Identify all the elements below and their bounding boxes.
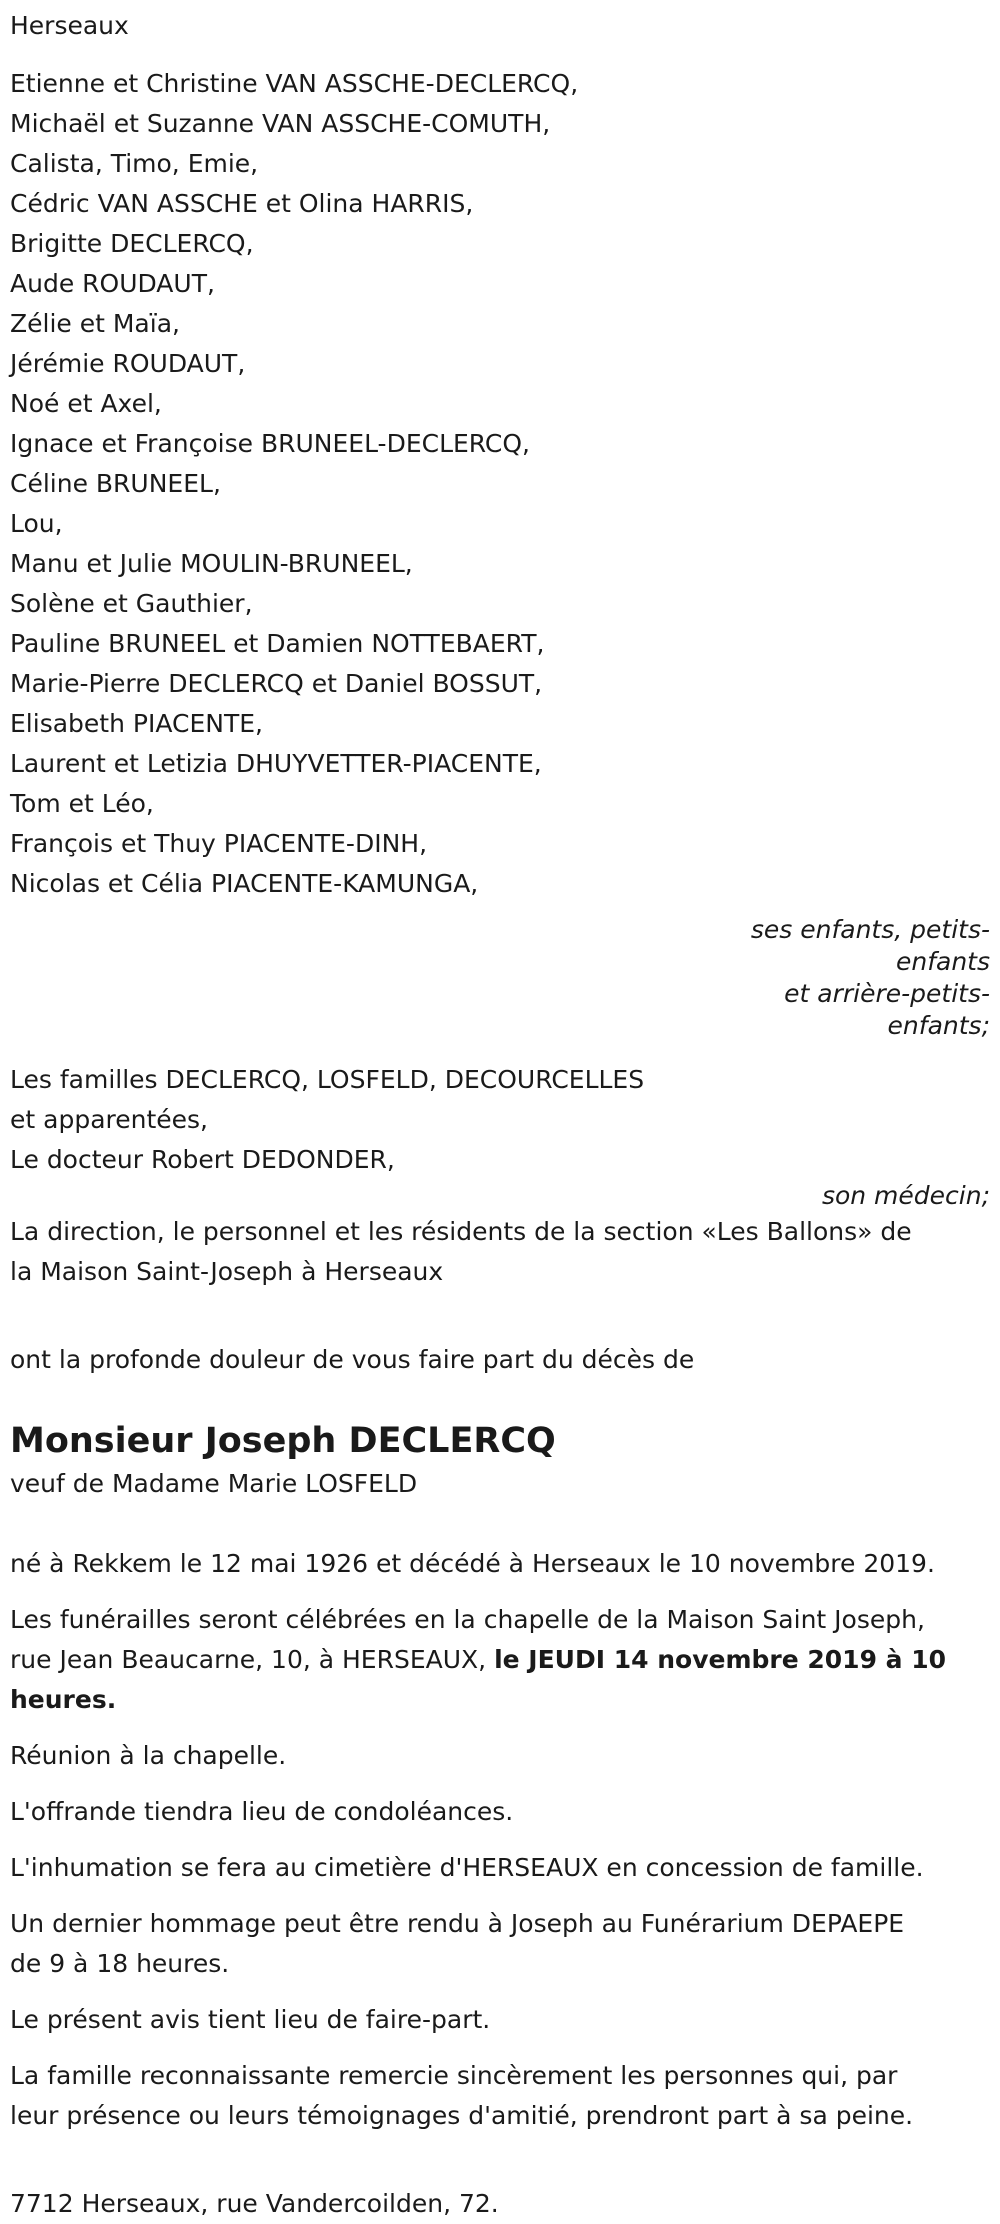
family-member: Nicolas et Célia PIACENTE-KAMUNGA, bbox=[10, 869, 479, 898]
direction-block bbox=[10, 1212, 990, 1292]
family-member: Etienne et Christine VAN ASSCHE-DECLERCQ, bbox=[10, 69, 579, 98]
family-member: Zélie et Maïa, bbox=[10, 309, 180, 338]
funeral-paragraph bbox=[10, 1600, 990, 1720]
birth-death-line: né à Rekkem le 12 mai 1926 et décédé à Herseaux le 10 novembre 2019. bbox=[10, 1549, 935, 1578]
relation-children-line: et arrière-petits- bbox=[784, 979, 990, 1008]
family-member: Calista, Timo, Emie, bbox=[10, 149, 259, 178]
relation-children-line: enfants bbox=[895, 947, 990, 976]
family-member: Laurent et Letizia DHUYVETTER-PIACENTE, bbox=[10, 749, 542, 778]
doctor-line: Le docteur Robert DEDONDER, bbox=[10, 1145, 395, 1174]
thanks-paragraph bbox=[10, 2056, 990, 2136]
address-line: 7712 Herseaux, rue Vandercoilden, 72. bbox=[10, 2189, 499, 2218]
tribute-line: de 9 à 18 heures. bbox=[10, 1949, 230, 1978]
family-member: Pauline BRUNEEL et Damien NOTTEBAERT, bbox=[10, 629, 545, 658]
family-member: Elisabeth PIACENTE, bbox=[10, 709, 263, 738]
direction-line: La direction, le personnel et les résidents de la section «Les Ballons» de bbox=[10, 1217, 912, 1246]
funeral-date-end: heures. bbox=[10, 1685, 117, 1714]
meeting-line: Réunion à la chapelle. bbox=[10, 1741, 287, 1770]
funeral-line: Les funérailles seront célébrées en la chapelle de la Maison Saint Joseph, bbox=[10, 1605, 925, 1634]
family-member: Solène et Gauthier, bbox=[10, 589, 253, 618]
families-line: Les familles DECLERCQ, LOSFELD, DECOURCELLES bbox=[10, 1065, 645, 1094]
relation-children-line: ses enfants, petits- bbox=[750, 915, 990, 944]
relation-children-line: enfants; bbox=[887, 1011, 990, 1040]
family-member: Brigitte DECLERCQ, bbox=[10, 229, 254, 258]
widower-line: veuf de Madame Marie LOSFELD bbox=[10, 1469, 418, 1498]
families-line: et apparentées, bbox=[10, 1105, 208, 1134]
funeral-line bbox=[10, 1640, 990, 1680]
family-list bbox=[10, 64, 990, 904]
family-member: Tom et Léo, bbox=[10, 789, 154, 818]
family-member: François et Thuy PIACENTE-DINH, bbox=[10, 829, 428, 858]
family-member: Noé et Axel, bbox=[10, 389, 162, 418]
family-member: Ignace et Françoise BRUNEEL-DECLERCQ, bbox=[10, 429, 531, 458]
funeral-date: le JEUDI 14 novembre 2019 à 10 bbox=[494, 1645, 947, 1674]
funeral-address: rue Jean Beaucarne, 10, à HERSEAUX, bbox=[10, 1645, 495, 1674]
family-member: Aude ROUDAUT, bbox=[10, 269, 215, 298]
family-member: Marie-Pierre DECLERCQ et Daniel BOSSUT, bbox=[10, 669, 543, 698]
family-member: Lou, bbox=[10, 509, 63, 538]
family-member: Jérémie ROUDAUT, bbox=[10, 349, 246, 378]
thanks-line: leur présence ou leurs témoignages d'amitié, prendront part à sa peine. bbox=[10, 2101, 914, 2130]
family-member: Céline BRUNEEL, bbox=[10, 469, 221, 498]
family-member: Cédric VAN ASSCHE et Olina HARRIS, bbox=[10, 189, 474, 218]
family-member: Manu et Julie MOULIN-BRUNEEL, bbox=[10, 549, 413, 578]
burial-line: L'inhumation se fera au cimetière d'HERSEAUX en concession de famille. bbox=[10, 1853, 924, 1882]
offering-line: L'offrande tiendra lieu de condoléances. bbox=[10, 1797, 514, 1826]
place-heading: Herseaux bbox=[10, 11, 129, 40]
deceased-name: Monsieur Joseph DECLERCQ bbox=[10, 1421, 556, 1461]
notice-line: Le présent avis tient lieu de faire-part. bbox=[10, 2005, 491, 2034]
family-member: Michaël et Suzanne VAN ASSCHE-COMUTH, bbox=[10, 109, 551, 138]
direction-line: la Maison Saint-Joseph à Herseaux bbox=[10, 1257, 444, 1286]
announcement: ont la profonde douleur de vous faire part du décès de bbox=[10, 1345, 695, 1374]
extended-families bbox=[10, 1060, 990, 1180]
relation-doctor: son médecin; bbox=[821, 1181, 990, 1210]
thanks-line: La famille reconnaissante remercie sincèrement les personnes qui, par bbox=[10, 2061, 898, 2090]
tribute-paragraph bbox=[10, 1904, 990, 1984]
tribute-line: Un dernier hommage peut être rendu à Joseph au Funérarium DEPAEPE bbox=[10, 1909, 905, 1938]
